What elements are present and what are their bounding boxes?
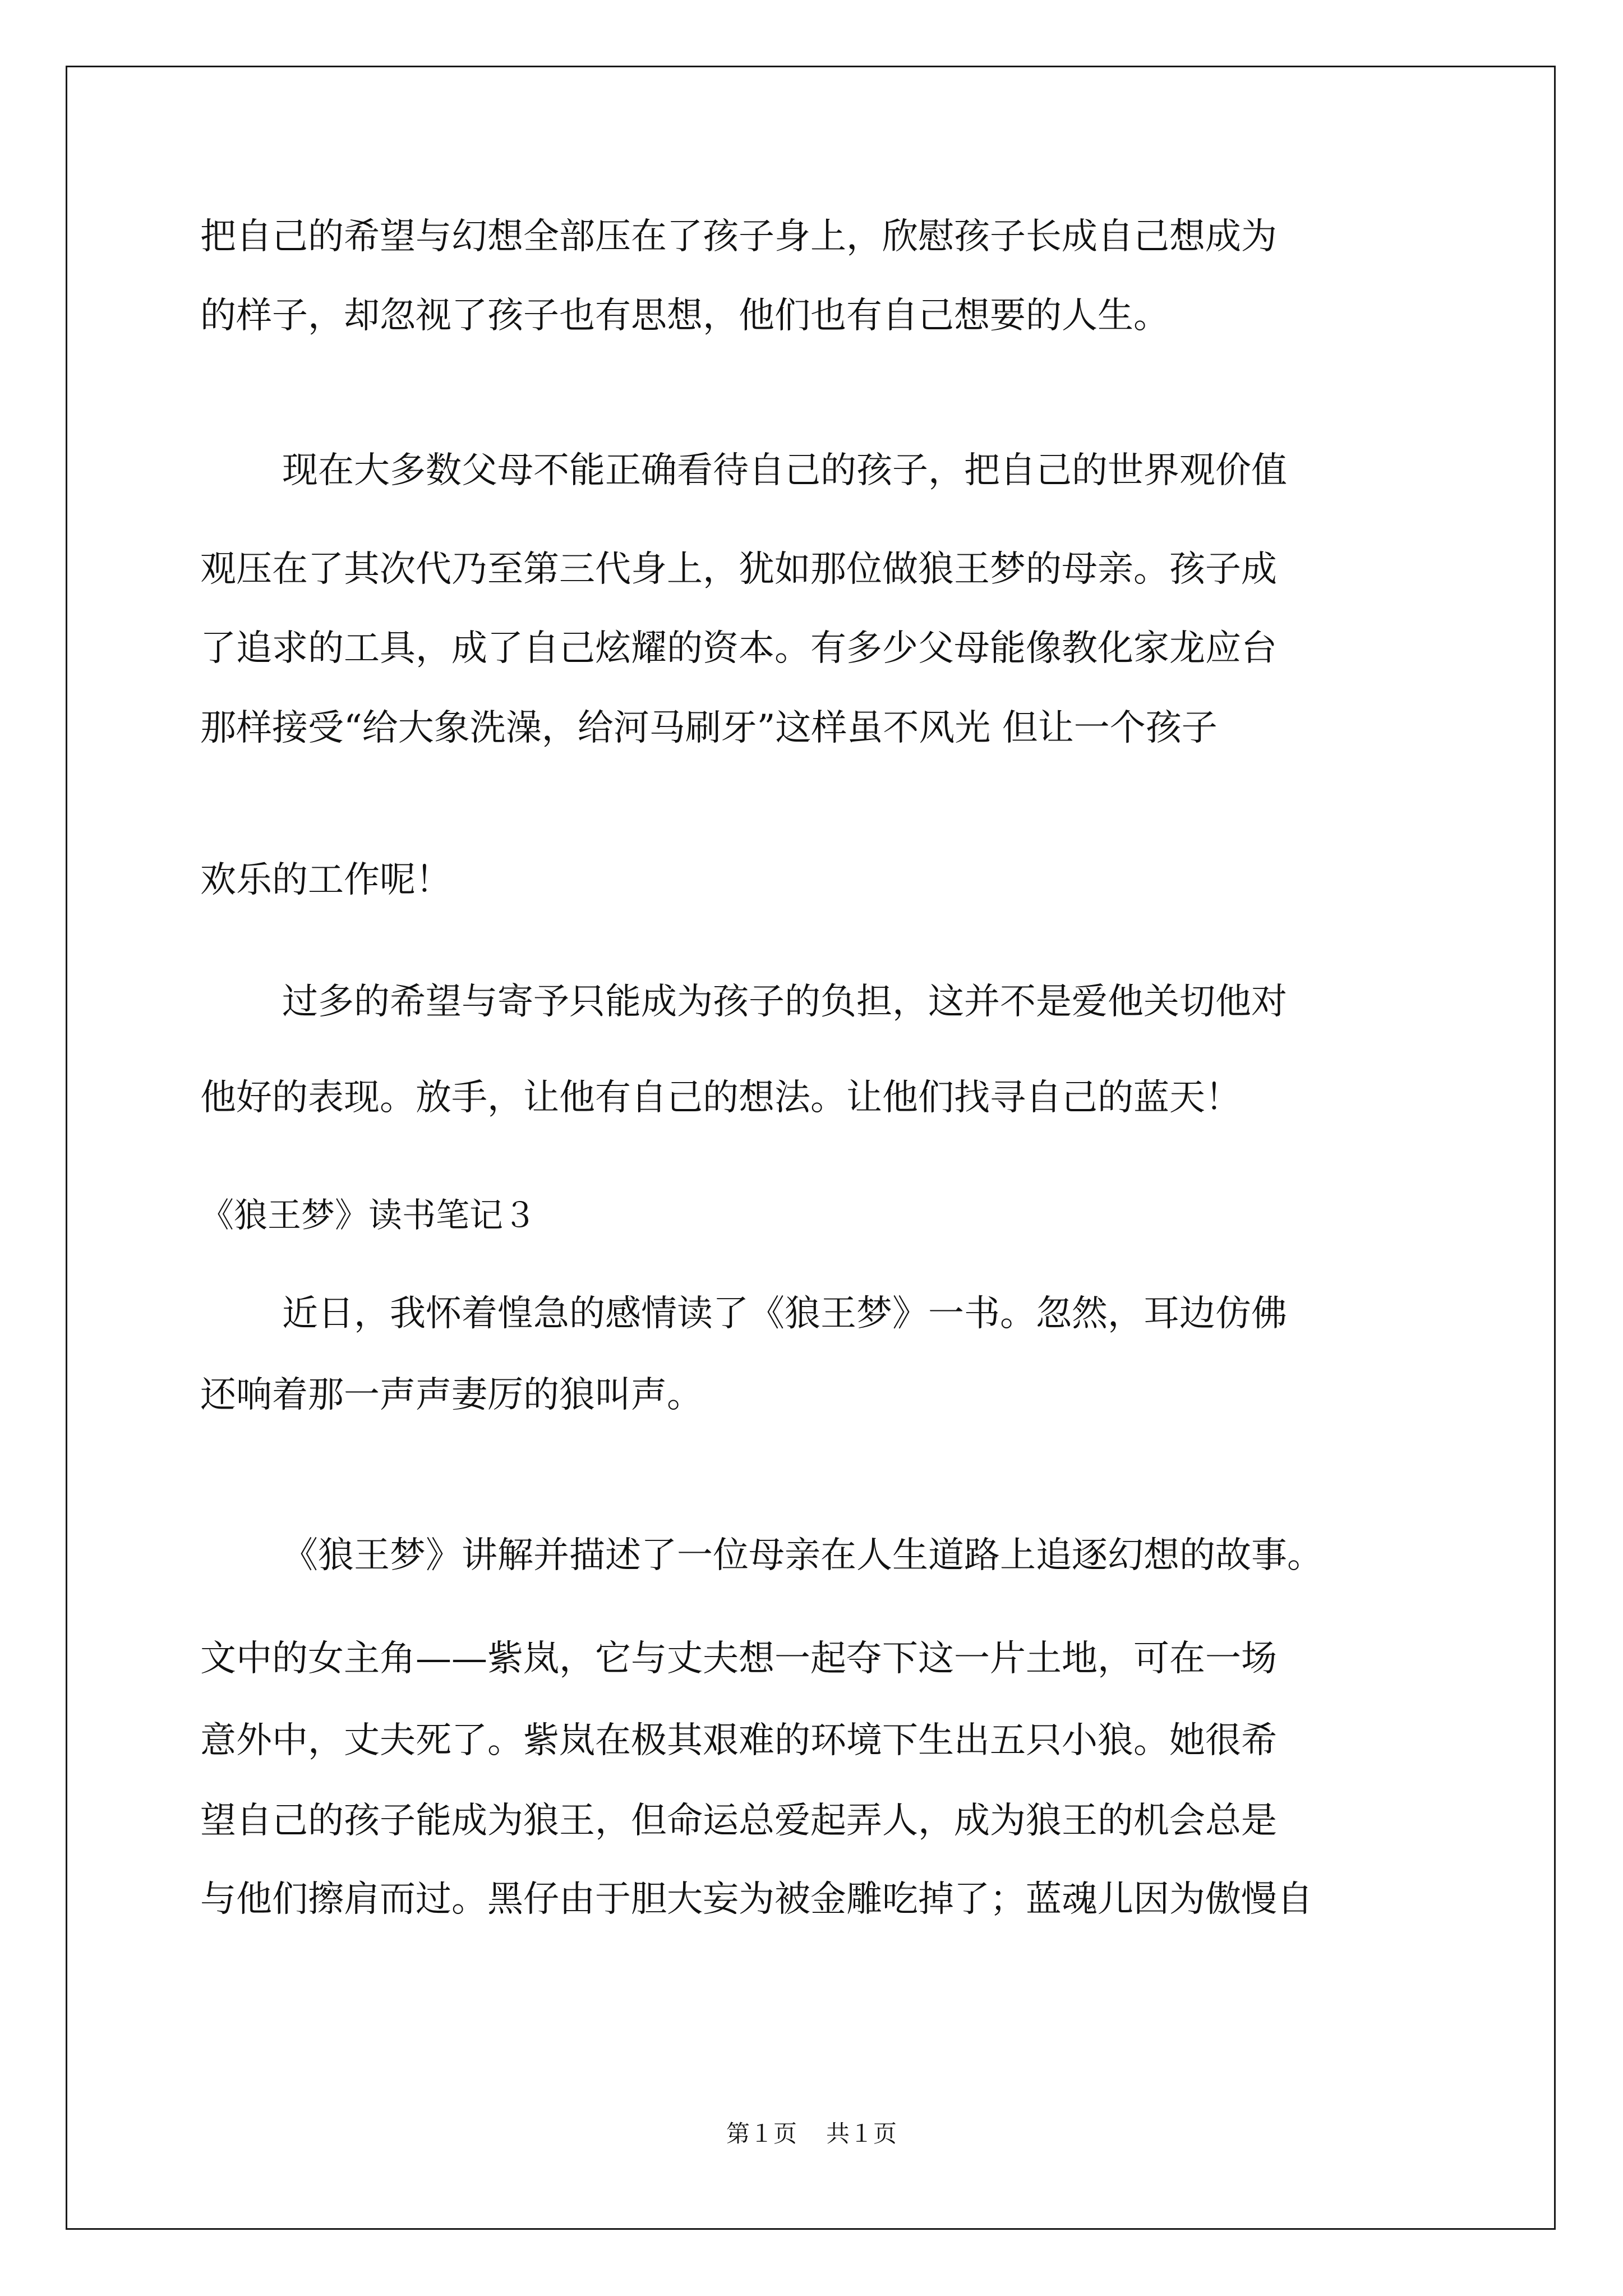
text-line: 与他们擦肩而过。黑仔由于胆大妄为被金雕吃掉了；蓝魂儿因为傲慢自 [200, 1879, 1313, 1920]
text-line: 了追求的工具，成了自己炫耀的资本。有多少父母能像教化家龙应台 [200, 628, 1277, 669]
text-line: 望自己的孩子能成为狼王，但命运总爱起弄人，成为狼王的机会总是 [200, 1800, 1277, 1842]
text-line: 意外中，丈夫死了。紫岚在极其艰难的环境下生出五只小狼。她很希 [200, 1720, 1277, 1761]
paragraph-start: 现在大多数父母不能正确看待自己的孩子，把自己的世界观价值 [282, 450, 1287, 491]
text-line: 观压在了其次代乃至第三代身上，犹如那位做狼王梦的母亲。孩子成 [200, 549, 1277, 590]
page-number: 第１页 [726, 2120, 797, 2147]
page-total: 共１页 [826, 2120, 897, 2147]
paragraph-start: 近日，我怀着惶急的感情读了《狼王梦》一书。忽然，耳边仿佛 [282, 1293, 1287, 1335]
text-line: 欢乐的工作呢！ [200, 859, 451, 901]
text-line: 的样子，却忽视了孩子也有思想，他们也有自己想要的人生。 [200, 295, 1169, 337]
text-line: 那样接受“给大象洗澡，给河马刷牙”这样虽不风光 但让一个孩子 [200, 707, 1218, 749]
paragraph-start: 过多的希望与寄予只能成为孩子的负担，这并不是爱他关切他对 [282, 981, 1287, 1023]
text-line: 还响着那一声声妻厉的狼叫声。 [200, 1374, 703, 1416]
section-title: 《狼王梦》读书笔记３ [200, 1196, 537, 1235]
text-line: 文中的女主角——紫岚，它与丈夫想一起夺下这一片土地，可在一场 [200, 1638, 1277, 1680]
text-line: 把自己的希望与幻想全部压在了孩子身上，欣慰孩子长成自己想成为 [200, 216, 1277, 257]
text-line: 他好的表现。放手，让他有自己的想法。让他们找寻自己的蓝天！ [200, 1077, 1241, 1119]
page-footer [0, 2119, 1623, 2148]
paragraph-start: 《狼王梦》讲解并描述了一位母亲在人生道路上追逐幻想的故事。 [282, 1535, 1323, 1576]
